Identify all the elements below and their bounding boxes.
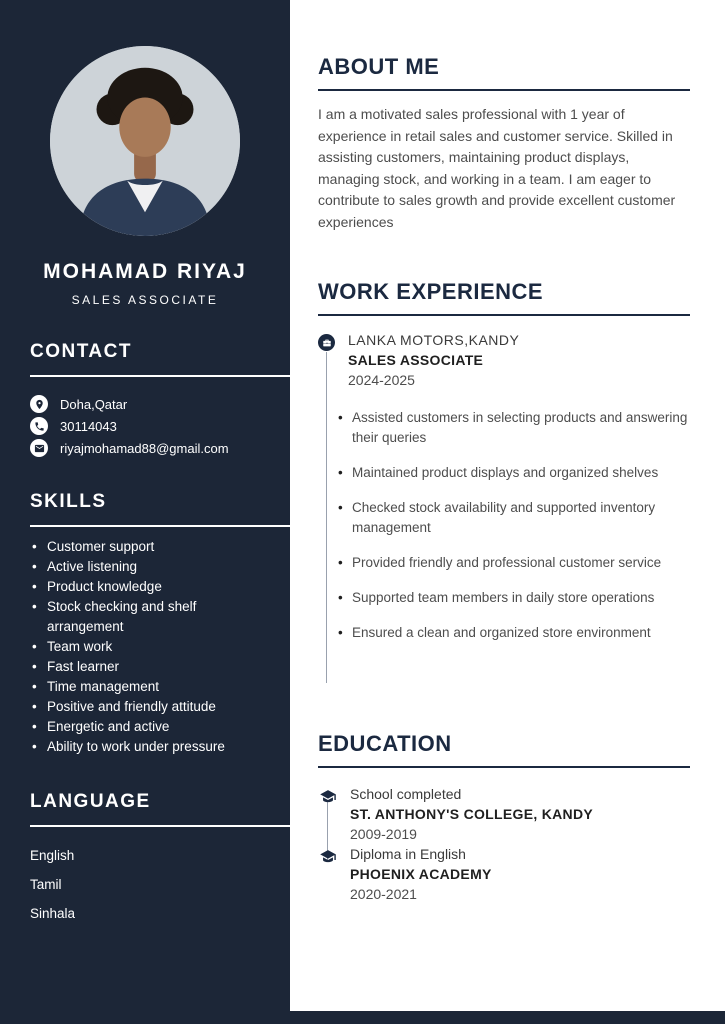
contact-item-phone (30, 417, 260, 435)
education-period: 2009-2019 (350, 826, 417, 842)
education-body (318, 786, 690, 902)
location-icon (30, 395, 48, 413)
education-period: 2020-2021 (350, 886, 417, 902)
contact-item-location (30, 395, 260, 413)
contact-list (30, 395, 260, 457)
briefcase-icon (318, 334, 335, 351)
experience-body (318, 332, 690, 683)
education-entry-text (350, 846, 492, 902)
skill-item: • Fast learner (30, 657, 260, 677)
language-heading: LANGUAGE (30, 791, 290, 827)
education-entry (318, 786, 690, 842)
language-item: Tamil (30, 877, 62, 892)
skills-section (30, 491, 260, 757)
about-section (318, 54, 690, 233)
experience-role: SALES ASSOCIATE (348, 352, 484, 368)
experience-bullet: • Checked stock availability and supported inventory management (338, 498, 690, 538)
experience-company: LANKA MOTORS,KANDY (348, 332, 520, 348)
experience-header (318, 332, 690, 388)
contact-section (30, 341, 260, 457)
education-entry-text (350, 786, 593, 842)
bottom-bar (0, 1011, 725, 1024)
profile-photo (50, 46, 240, 236)
education-heading: EDUCATION (318, 731, 690, 768)
contact-item-email (30, 439, 260, 457)
phone-icon (30, 417, 48, 435)
sidebar (0, 0, 290, 1024)
experience-bullet: • Ensured a clean and organized store environment (338, 623, 690, 643)
experience-section (318, 279, 690, 683)
main-content (290, 0, 725, 1024)
education-label: Diploma in English (350, 846, 466, 862)
graduation-cap-icon (318, 848, 338, 865)
education-school: ST. ANTHONY'S COLLEGE, KANDY (350, 806, 594, 822)
skill-item: • Product knowledge (30, 577, 260, 597)
skill-item: • Energetic and active (30, 717, 260, 737)
about-heading: ABOUT ME (318, 54, 690, 91)
skill-item: • Team work (30, 637, 260, 657)
experience-period: 2024-2025 (348, 372, 415, 388)
contact-text-email: riyajmohamad88@gmail.com (60, 440, 229, 456)
contact-text-phone: 30114043 (60, 418, 117, 434)
language-list (30, 847, 260, 922)
education-label: School completed (350, 786, 462, 802)
skill-item: • Active listening (30, 557, 260, 577)
skill-item: • Stock checking and shelf arrangement (30, 597, 260, 637)
experience-bullet: • Supported team members in daily store operations (338, 588, 690, 608)
about-text: I am a motivated sales professional with 1 year of experience in retail sales and customer service. Skilled in assisting customers, maintaining product displays, managing stock, and working in a team. I am eager to contribute to sales growth and provide excellent customer experiences (318, 106, 676, 230)
email-icon (30, 439, 48, 457)
profile-name: MOHAMAD RIYAJ (43, 260, 247, 283)
skill-item: • Customer support (30, 537, 260, 557)
profile-title: SALES ASSOCIATE (71, 293, 219, 307)
avatar-illustration (50, 46, 240, 236)
graduation-cap-icon (318, 788, 338, 805)
language-item: Sinhala (30, 906, 76, 921)
experience-bullets (318, 408, 690, 643)
experience-header-text (348, 332, 519, 388)
experience-heading: WORK EXPERIENCE (318, 279, 690, 316)
language-item: English (30, 848, 75, 863)
education-entry (318, 846, 690, 902)
experience-bullet: • Provided friendly and professional customer service (338, 553, 690, 573)
contact-heading: CONTACT (30, 341, 290, 377)
skills-list (30, 537, 260, 757)
contact-text-location: Doha,Qatar (60, 396, 128, 412)
skill-item: • Time management (30, 677, 260, 697)
skill-item: • Positive and friendly attitude (30, 697, 260, 717)
education-school: PHOENIX ACADEMY (350, 866, 492, 882)
language-section (30, 791, 260, 922)
education-section (318, 731, 690, 902)
skill-item: • Ability to work under pressure (30, 737, 260, 757)
experience-bullet: • Maintained product displays and organized shelves (338, 463, 690, 483)
experience-bullet: • Assisted customers in selecting products and answering their queries (338, 408, 690, 448)
skills-heading: SKILLS (30, 491, 290, 527)
